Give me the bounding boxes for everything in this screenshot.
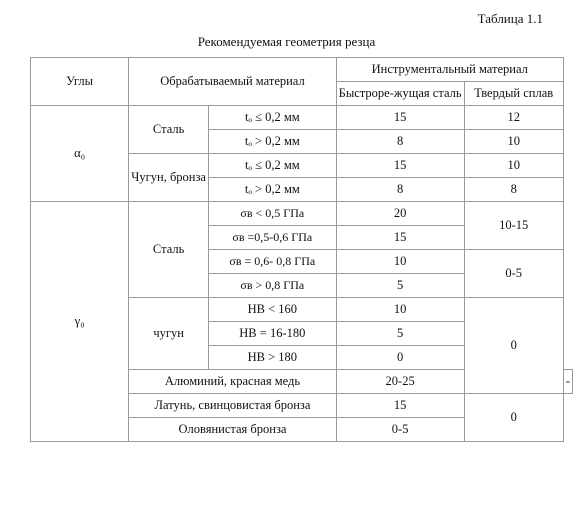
material-castiron: чугун [129,298,209,370]
hss-value: 15 [336,394,464,418]
hss-value: 20-25 [336,370,464,394]
hard-alloy-value: 12 [464,106,563,130]
condition-cell: tₒ ≤ 0,2 мм [208,106,336,130]
hss-value: 10 [336,250,464,274]
hss-value: 15 [336,154,464,178]
table-row [31,106,573,130]
header-tool-material: Инструментальный материал [336,58,563,82]
condition-cell: tₒ > 0,2 мм [208,178,336,202]
hard-alloy-value: 10 [464,154,563,178]
hard-alloy-value: 0 [464,298,563,394]
header-hard-alloy: Твердый сплав [464,82,563,106]
hss-value: 15 [336,226,464,250]
material-brass: Латунь, свинцовистая бронза [129,394,336,418]
material-aluminium: Алюминий, красная медь [129,370,336,394]
condition-cell: HB > 180 [208,346,336,370]
condition-cell: σв > 0,8 ГПа [208,274,336,298]
angle-alpha: α₀ [31,106,129,202]
condition-cell: HB < 160 [208,298,336,322]
hss-value: 20 [336,202,464,226]
condition-cell: σв < 0,5 ГПа [208,202,336,226]
hard-alloy-value: 8 [464,178,563,202]
material-steel: Сталь [129,202,209,298]
header-hss: Быстроре-жущая сталь [336,82,464,106]
hard-alloy-value: 0 [464,394,563,442]
table-number: Таблица 1.1 [477,11,543,26]
angle-gamma: γ₀ [31,202,129,442]
header-angles: Углы [31,58,129,106]
hss-value: 0 [336,346,464,370]
hss-value: 8 [336,178,464,202]
hss-value: 0-5 [336,418,464,442]
hard-alloy-value: - [563,370,572,394]
hard-alloy-value: 10 [464,130,563,154]
hss-value: 10 [336,298,464,322]
header-workpiece-material: Обрабатываемый материал [129,58,336,106]
condition-cell: HB = 16-180 [208,322,336,346]
condition-cell: tₒ > 0,2 мм [208,130,336,154]
material-steel: Сталь [129,106,209,154]
material-castiron-bronze: Чугун, бронза [129,154,209,202]
material-tin-bronze: Оловянистая бронза [129,418,336,442]
table-row [31,202,573,226]
hss-value: 5 [336,274,464,298]
hss-value: 15 [336,106,464,130]
header-row-1 [31,58,573,82]
cutter-geometry-table [30,57,573,442]
condition-cell: σв =0,5-0,6 ГПа [208,226,336,250]
table-caption: Рекомендуемая геометрия резца [197,34,376,49]
condition-cell: σв = 0,6- 0,8 ГПа [208,250,336,274]
hss-value: 5 [336,322,464,346]
hss-value: 8 [336,130,464,154]
hard-alloy-value: 0-5 [464,250,563,298]
hard-alloy-value: 10-15 [464,202,563,250]
condition-cell: tₒ ≤ 0,2 мм [208,154,336,178]
